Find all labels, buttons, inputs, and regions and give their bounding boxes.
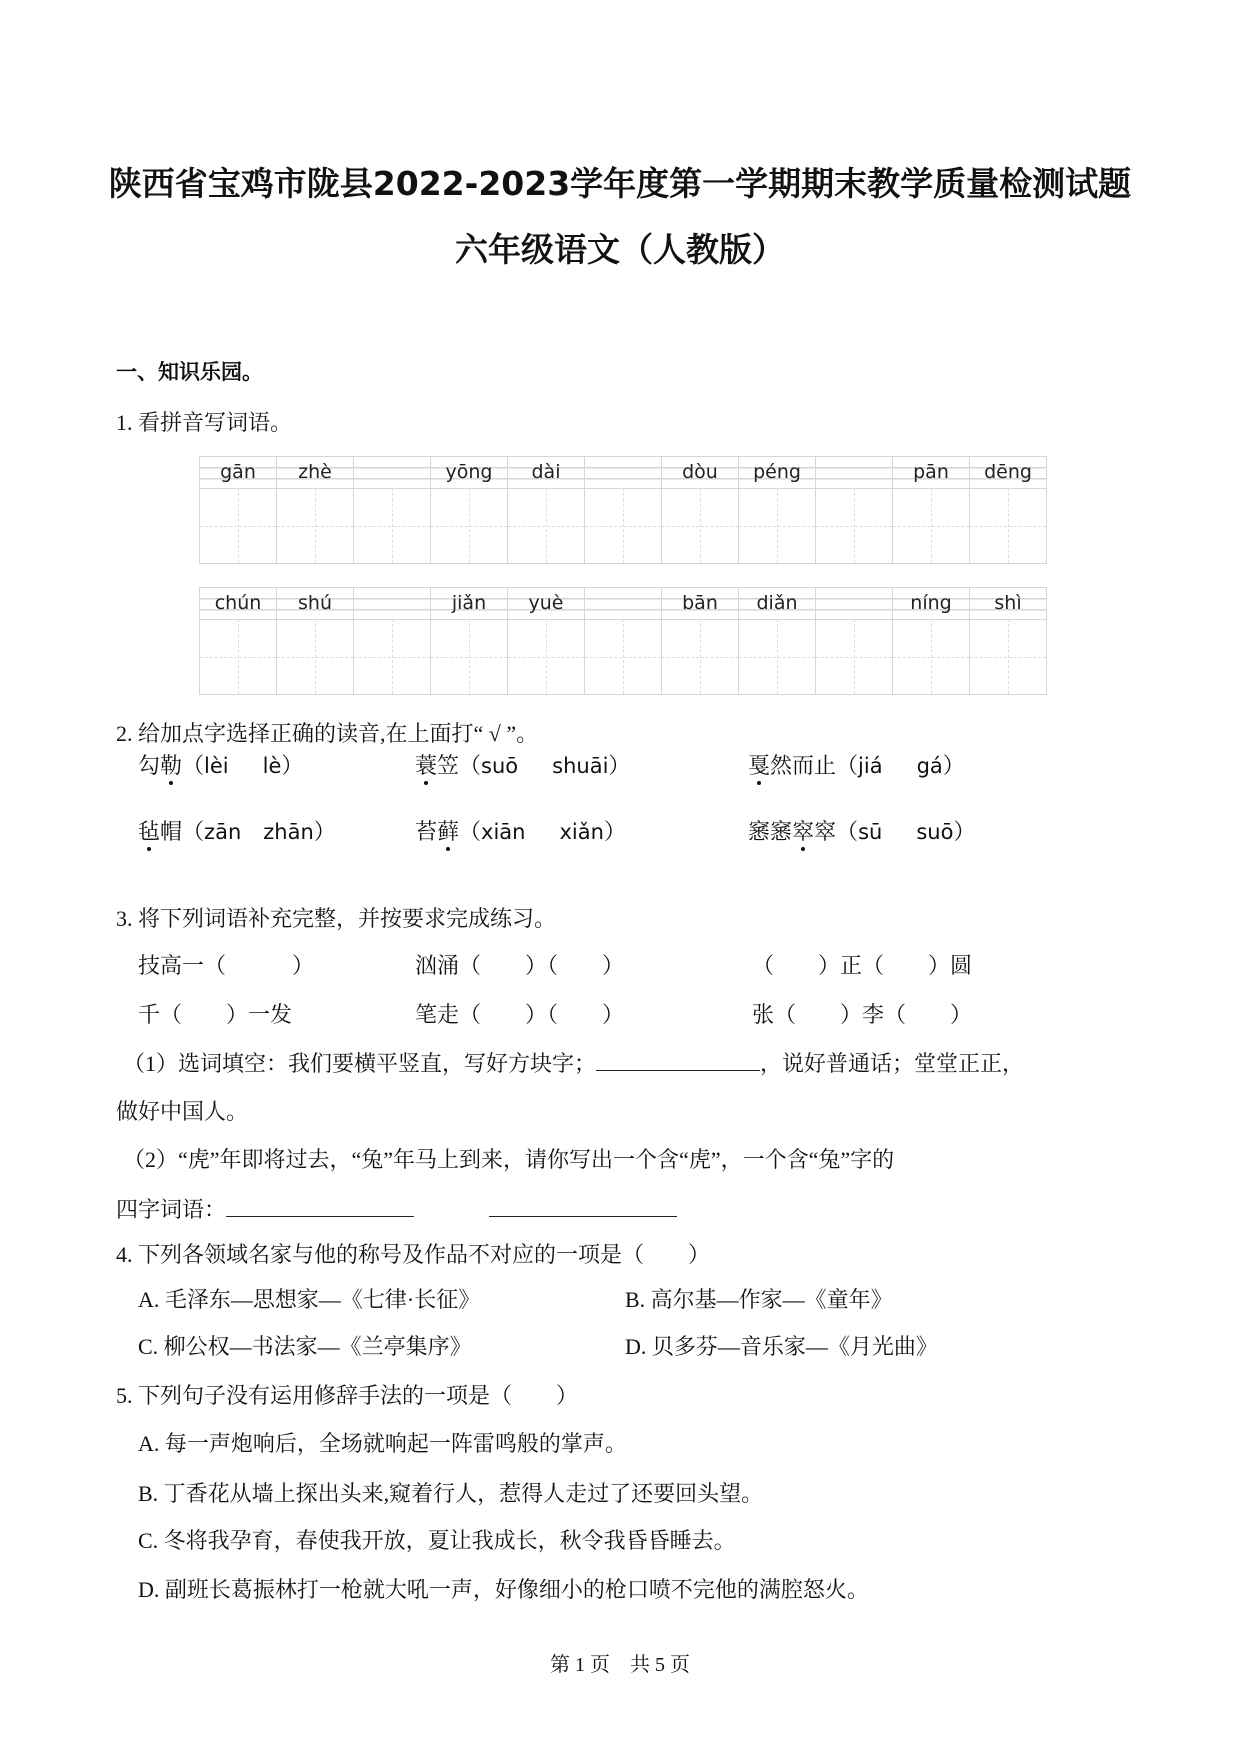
- pinyin-label: [816, 588, 892, 620]
- character-square[interactable]: [508, 619, 584, 694]
- character-square[interactable]: [662, 488, 738, 563]
- answer-blank[interactable]: [489, 1194, 677, 1217]
- reading-option-b[interactable]: suō: [916, 820, 954, 844]
- grid-cell[interactable]: [354, 588, 431, 694]
- q2-word-pre: 窸窸: [748, 819, 793, 844]
- character-square[interactable]: [739, 619, 815, 694]
- q3-r2c3: 张（ ）李（ ）: [752, 1002, 973, 1027]
- character-square[interactable]: [431, 488, 507, 563]
- grid-cell[interactable]: [431, 457, 508, 563]
- grid-cell[interactable]: [739, 588, 816, 694]
- q3-sub1: [123, 1048, 1024, 1079]
- pinyin-label: dài: [508, 457, 584, 489]
- grid-cell[interactable]: [277, 588, 354, 694]
- q5-option-b: B. 丁香花从墙上探出头来,窥着行人，惹得人走过了还要回头望。: [138, 1481, 764, 1506]
- character-square[interactable]: [893, 619, 969, 694]
- grid-cell[interactable]: [893, 588, 970, 694]
- dotted-character: 勒: [160, 753, 183, 778]
- character-square[interactable]: [585, 488, 661, 563]
- page-footer: 第 1 页 共 5 页: [550, 1654, 690, 1676]
- q2-word-post: 窣: [814, 819, 837, 844]
- q4-stem: 4. 下列各领域名家与他的称号及作品不对应的一项是（ ）: [116, 1242, 711, 1267]
- pinyin-label: shì: [970, 588, 1046, 620]
- reading-option-a[interactable]: lèi: [204, 754, 229, 778]
- q4-option-c: C. 柳公权—书法家—《兰亭集序》: [138, 1334, 472, 1359]
- pinyin-label: yuè: [508, 588, 584, 620]
- answer-blank[interactable]: [596, 1048, 760, 1071]
- grid-cell[interactable]: [277, 457, 354, 563]
- character-square[interactable]: [431, 619, 507, 694]
- pinyin-label: [816, 457, 892, 489]
- q2-word-pre: 勾: [138, 753, 161, 778]
- pinyin-label: dòu: [662, 457, 738, 489]
- q2-item: 窸窸窣窣（sū suō）: [748, 819, 976, 844]
- pinyin-label: jiǎn: [431, 588, 507, 620]
- q2-item: 戛然而止（jiá gá）: [748, 753, 965, 778]
- grid-cell[interactable]: [508, 457, 585, 563]
- q2-word-pre: 苔: [415, 819, 438, 844]
- grid-cell[interactable]: [739, 457, 816, 563]
- dotted-character: 毡: [138, 819, 161, 844]
- character-square[interactable]: [354, 619, 430, 694]
- pinyin-label: chún: [200, 588, 276, 620]
- reading-option-b[interactable]: lè: [262, 754, 282, 778]
- grid-cell[interactable]: [816, 588, 893, 694]
- character-square[interactable]: [893, 488, 969, 563]
- character-square[interactable]: [508, 488, 584, 563]
- doc-subtitle: 六年级语文（人教版）: [455, 230, 785, 269]
- q3-r2c2: 笔走（ ）（ ）: [415, 1002, 625, 1027]
- character-square[interactable]: [662, 619, 738, 694]
- reading-option-a[interactable]: zān: [204, 820, 242, 844]
- reading-option-a[interactable]: xiān: [481, 820, 526, 844]
- grid-cell[interactable]: [970, 457, 1046, 563]
- pinyin-label: pān: [893, 457, 969, 489]
- reading-option-b[interactable]: zhān: [263, 820, 314, 844]
- q3-r1c3: （ ）正（ ）圆: [752, 953, 973, 978]
- pinyin-label: bān: [662, 588, 738, 620]
- reading-option-a[interactable]: sū: [858, 820, 883, 844]
- pinyin-label: dēng: [970, 457, 1046, 489]
- dotted-character: 蓑: [415, 753, 438, 778]
- grid-cell[interactable]: [970, 588, 1046, 694]
- pinyin-label: níng: [893, 588, 969, 620]
- q3-r1c2: 汹涌（ ）（ ）: [415, 953, 625, 978]
- character-square[interactable]: [277, 488, 353, 563]
- q5-stem: 5. 下列句子没有运用修辞手法的一项是（ ）: [116, 1383, 579, 1408]
- character-square[interactable]: [816, 488, 892, 563]
- pinyin-label: péng: [739, 457, 815, 489]
- q2-item: 苔藓（xiān xiǎn）: [415, 819, 626, 844]
- q3-sub2: （2）“虎”年即将过去，“兔”年马上到来，请你写出一个含“虎”，一个含“兔”字的: [123, 1147, 895, 1172]
- grid-cell[interactable]: [585, 457, 662, 563]
- writing-grid-2: [199, 587, 1047, 695]
- q2-word-post: 然而止: [770, 753, 837, 778]
- dotted-character: 藓: [437, 819, 460, 844]
- character-square[interactable]: [354, 488, 430, 563]
- reading-option-b[interactable]: gá: [916, 754, 943, 778]
- dotted-character: 戛: [748, 753, 771, 778]
- grid-cell[interactable]: [354, 457, 431, 563]
- q2-item: 蓑笠（suō shuāi）: [415, 753, 631, 778]
- q5-option-d: D. 副班长葛振林打一枪就大吼一声，好像细小的枪口喷不完他的满腔怒火。: [138, 1577, 869, 1602]
- q3-r2c1: 千（ ）一发: [138, 1002, 293, 1027]
- character-square[interactable]: [816, 619, 892, 694]
- character-square[interactable]: [200, 488, 276, 563]
- grid-cell[interactable]: [200, 457, 277, 563]
- pinyin-label: shú: [277, 588, 353, 620]
- character-square[interactable]: [739, 488, 815, 563]
- q3-sub1-cont: 做好中国人。: [116, 1099, 249, 1124]
- section-heading: 一、知识乐园。: [116, 360, 263, 384]
- character-square[interactable]: [585, 619, 661, 694]
- character-square[interactable]: [970, 488, 1046, 563]
- q4-option-b: B. 高尔基—作家—《童年》: [625, 1287, 893, 1312]
- character-square[interactable]: [970, 619, 1046, 694]
- grid-cell[interactable]: [662, 588, 739, 694]
- q4-option-d: D. 贝多芬—音乐家—《月光曲》: [625, 1334, 938, 1359]
- writing-grid-1: [199, 456, 1047, 564]
- pinyin-label: [585, 457, 661, 489]
- reading-option-b[interactable]: shuāi: [552, 754, 609, 778]
- q3-sub1-text: （1）选词填空：我们要横平竖直，写好方块字；: [123, 1051, 597, 1076]
- q2-item: 勾勒（lèi lè）: [138, 753, 304, 778]
- character-square[interactable]: [200, 619, 276, 694]
- q2-stem: 2. 给加点字选择正确的读音,在上面打“ √ ”。: [116, 721, 539, 746]
- character-square[interactable]: [277, 619, 353, 694]
- q3-sub1-text-end: ，说好普通话；堂堂正正，: [760, 1051, 1025, 1076]
- grid-cell[interactable]: [893, 457, 970, 563]
- pinyin-label: zhè: [277, 457, 353, 489]
- q3-sub2-cont: [116, 1194, 677, 1225]
- answer-blank[interactable]: [226, 1194, 414, 1217]
- q2-item: 毡帽（zān zhān）: [138, 819, 336, 844]
- pinyin-label: [354, 588, 430, 620]
- doc-title: 陕西省宝鸡市陇县2022-2023学年度第一学期期末教学质量检测试题: [108, 164, 1132, 203]
- pinyin-label: [354, 457, 430, 489]
- dotted-character: 窣: [792, 819, 815, 844]
- pinyin-label: yōng: [431, 457, 507, 489]
- pinyin-label: diǎn: [739, 588, 815, 620]
- grid-cell[interactable]: [585, 588, 662, 694]
- q1-stem: 1. 看拼音写词语。: [116, 410, 293, 435]
- grid-cell[interactable]: [662, 457, 739, 563]
- q2-word-post: 笠: [437, 753, 460, 778]
- reading-option-b[interactable]: xiǎn: [559, 820, 604, 844]
- reading-option-a[interactable]: jiá: [858, 754, 883, 778]
- q5-option-c: C. 冬将我孕育，春使我开放，夏让我成长，秋令我昏昏睡去。: [138, 1528, 736, 1553]
- q4-option-a: A. 毛泽东—思想家—《七律·长征》: [138, 1287, 481, 1312]
- q5-option-a: A. 每一声炮响后，全场就响起一阵雷鸣般的掌声。: [138, 1431, 627, 1456]
- q3-sub2-label: 四字词语：: [116, 1197, 227, 1222]
- q3-stem: 3. 将下列词语补充完整，并按要求完成练习。: [116, 906, 557, 931]
- q3-r1c1: 技高一（ ）: [138, 953, 315, 978]
- grid-cell[interactable]: [816, 457, 893, 563]
- grid-cell[interactable]: [431, 588, 508, 694]
- grid-cell[interactable]: [200, 588, 277, 694]
- pinyin-label: [585, 588, 661, 620]
- grid-cell[interactable]: [508, 588, 585, 694]
- reading-option-a[interactable]: suō: [481, 754, 519, 778]
- pinyin-label: gān: [200, 457, 276, 489]
- q2-word-post: 帽: [160, 819, 183, 844]
